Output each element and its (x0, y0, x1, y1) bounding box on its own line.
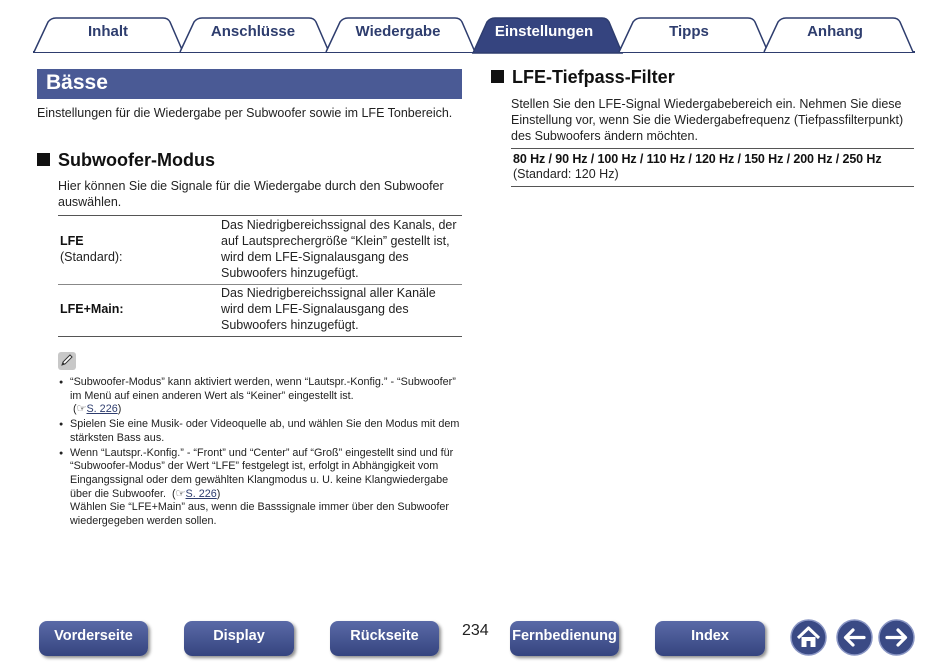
table-row-lfe-option (60, 233, 210, 265)
notes-list (58, 376, 463, 530)
list-item: ● Wenn “Lautspr.-Konfig.” - “Front” und “Center” auf “Groß” eingestellt sind und für “Subwoofer-Modus” der Wert “LFE” festgelegt ist, erfolgt in Abhängigkeit vom Eingangssignal oder dem gewählten Klangmodus u. U. keine Klangwiedergabe über die Subwoofer. (☞S. 226) Wählen Sie “LFE+Main” aus, wenn die Basssignale immer über den Subwoofer wiedergegeben werden sollen. (58, 447, 463, 529)
home-icon[interactable] (790, 619, 827, 656)
tab-bar (0, 0, 950, 56)
rueckseite-button[interactable]: Rückseite (330, 621, 439, 656)
list-item (58, 418, 463, 445)
pencil-icon (58, 352, 76, 370)
table-top-rule (58, 215, 462, 216)
note-1-page-link[interactable]: S. 226 (86, 403, 118, 416)
lfe-values: 80 Hz / 90 Hz / 100 Hz / 110 Hz / 120 Hz / 150 Hz / 200 Hz / 250 Hz (513, 152, 882, 166)
page-number: 234 (462, 622, 489, 639)
tab-einstellungen[interactable]: Einstellungen (494, 23, 594, 40)
section-intro: Einstellungen für die Wiedergabe per Subwoofer sowie im LFE Tonbereich. (37, 106, 453, 120)
page-title: Bässe (46, 71, 108, 94)
lfe-option-label: LFE (60, 234, 84, 248)
subwoofer-heading-text: Subwoofer-Modus (58, 150, 215, 170)
note-3-tail: Wählen Sie “LFE+Main” aus, wenn die Basssignale immer über den Subwoofer wiedergegeben werden sollen. (70, 501, 449, 528)
list-item: ● “Subwoofer-Modus” kann aktiviert werden, wenn “Lautspr.-Konfig.” - “Subwoofer” im Menü auf einen anderen Wert als “Keiner” eingestellt ist. (☞S. 226) (58, 376, 463, 417)
lfe-top-rule (511, 148, 914, 149)
note-1-text: “Subwoofer-Modus” kann aktiviert werden, wenn “Lautspr.-Konfig.” - “Subwoofer” im Menü auf einen anderen Wert als “Keiner” eingestellt ist. (70, 376, 456, 402)
table-row-lfemain-text: Das Niedrigbereichssignal aller Kanäle wird dem LFE-Signalausgang des Subwoofers hinzugefügt. (221, 286, 436, 332)
tab-tipps[interactable]: Tipps (669, 23, 709, 40)
note-3-text: Wenn “Lautspr.-Konfig.” - “Front” und “Center” auf “Groß” eingestellt sind und für “Subwoofer-Modus” der Wert “LFE” festgelegt ist, erfolgt in Abhängigkeit vom Eingangssignal oder dem gewählten Klangmodus u. U. keine Klangwiedergabe über die Subwoofer. (70, 446, 454, 500)
lfe-bottom-rule (511, 186, 914, 187)
lfemain-option-label: LFE+Main: (60, 302, 124, 316)
tab-wiedergabe[interactable]: Wiedergabe (355, 23, 441, 40)
lfe-heading-text: LFE-Tiefpass-Filter (512, 67, 675, 87)
arrow-right-icon[interactable] (878, 619, 915, 656)
hand-pointer-icon: ☞ (76, 403, 87, 416)
table-row-lfemain-option (60, 301, 210, 317)
square-bullet-icon (37, 153, 50, 166)
lfe-description: Stellen Sie den LFE-Signal Wiedergabebereich ein. Nehmen Sie diese Einstellung vor, wenn Sie die Wiedergabefrequenz (Tiefpassfilterpunkt) des Subwoofers ändern möchten. (511, 97, 904, 143)
index-button[interactable]: Index (655, 621, 765, 656)
tab-anhang[interactable]: Anhang (807, 23, 863, 40)
lfe-heading (491, 67, 675, 88)
subwoofer-description: Hier können Sie die Signale für die Wiedergabe durch den Subwoofer auswählen. (58, 179, 444, 209)
table-row-lfe-text: Das Niedrigbereichssignal des Kanals, der auf Lautsprechergröße “Klein” gestellt ist, wird dem LFE-Signalausgang des Subwoofers hinzugefügt. (221, 218, 457, 280)
tab-anschluesse[interactable]: Anschlüsse (210, 23, 296, 40)
subwoofer-heading (37, 150, 215, 171)
square-bullet-icon (491, 70, 504, 83)
tab-inhalt[interactable]: Inhalt (88, 23, 128, 40)
note-3-page-link[interactable]: S. 226 (185, 487, 217, 500)
section-title-bar (37, 69, 462, 99)
vorderseite-button[interactable]: Vorderseite (39, 621, 148, 656)
arrow-left-icon[interactable] (836, 619, 873, 656)
lfe-default: (Standard: 120 Hz) (513, 167, 619, 181)
lfe-option-default: (Standard): (60, 250, 123, 264)
hand-pointer-icon: ☞ (175, 487, 186, 500)
table-bottom-rule (58, 336, 462, 337)
display-button[interactable]: Display (184, 621, 294, 656)
fernbedienung-button[interactable]: Fernbedienung (510, 621, 619, 656)
note-2-text: Spielen Sie eine Musik- oder Videoquelle ab, und wählen Sie den Modus mit dem stärksten Bass aus. (70, 418, 460, 444)
